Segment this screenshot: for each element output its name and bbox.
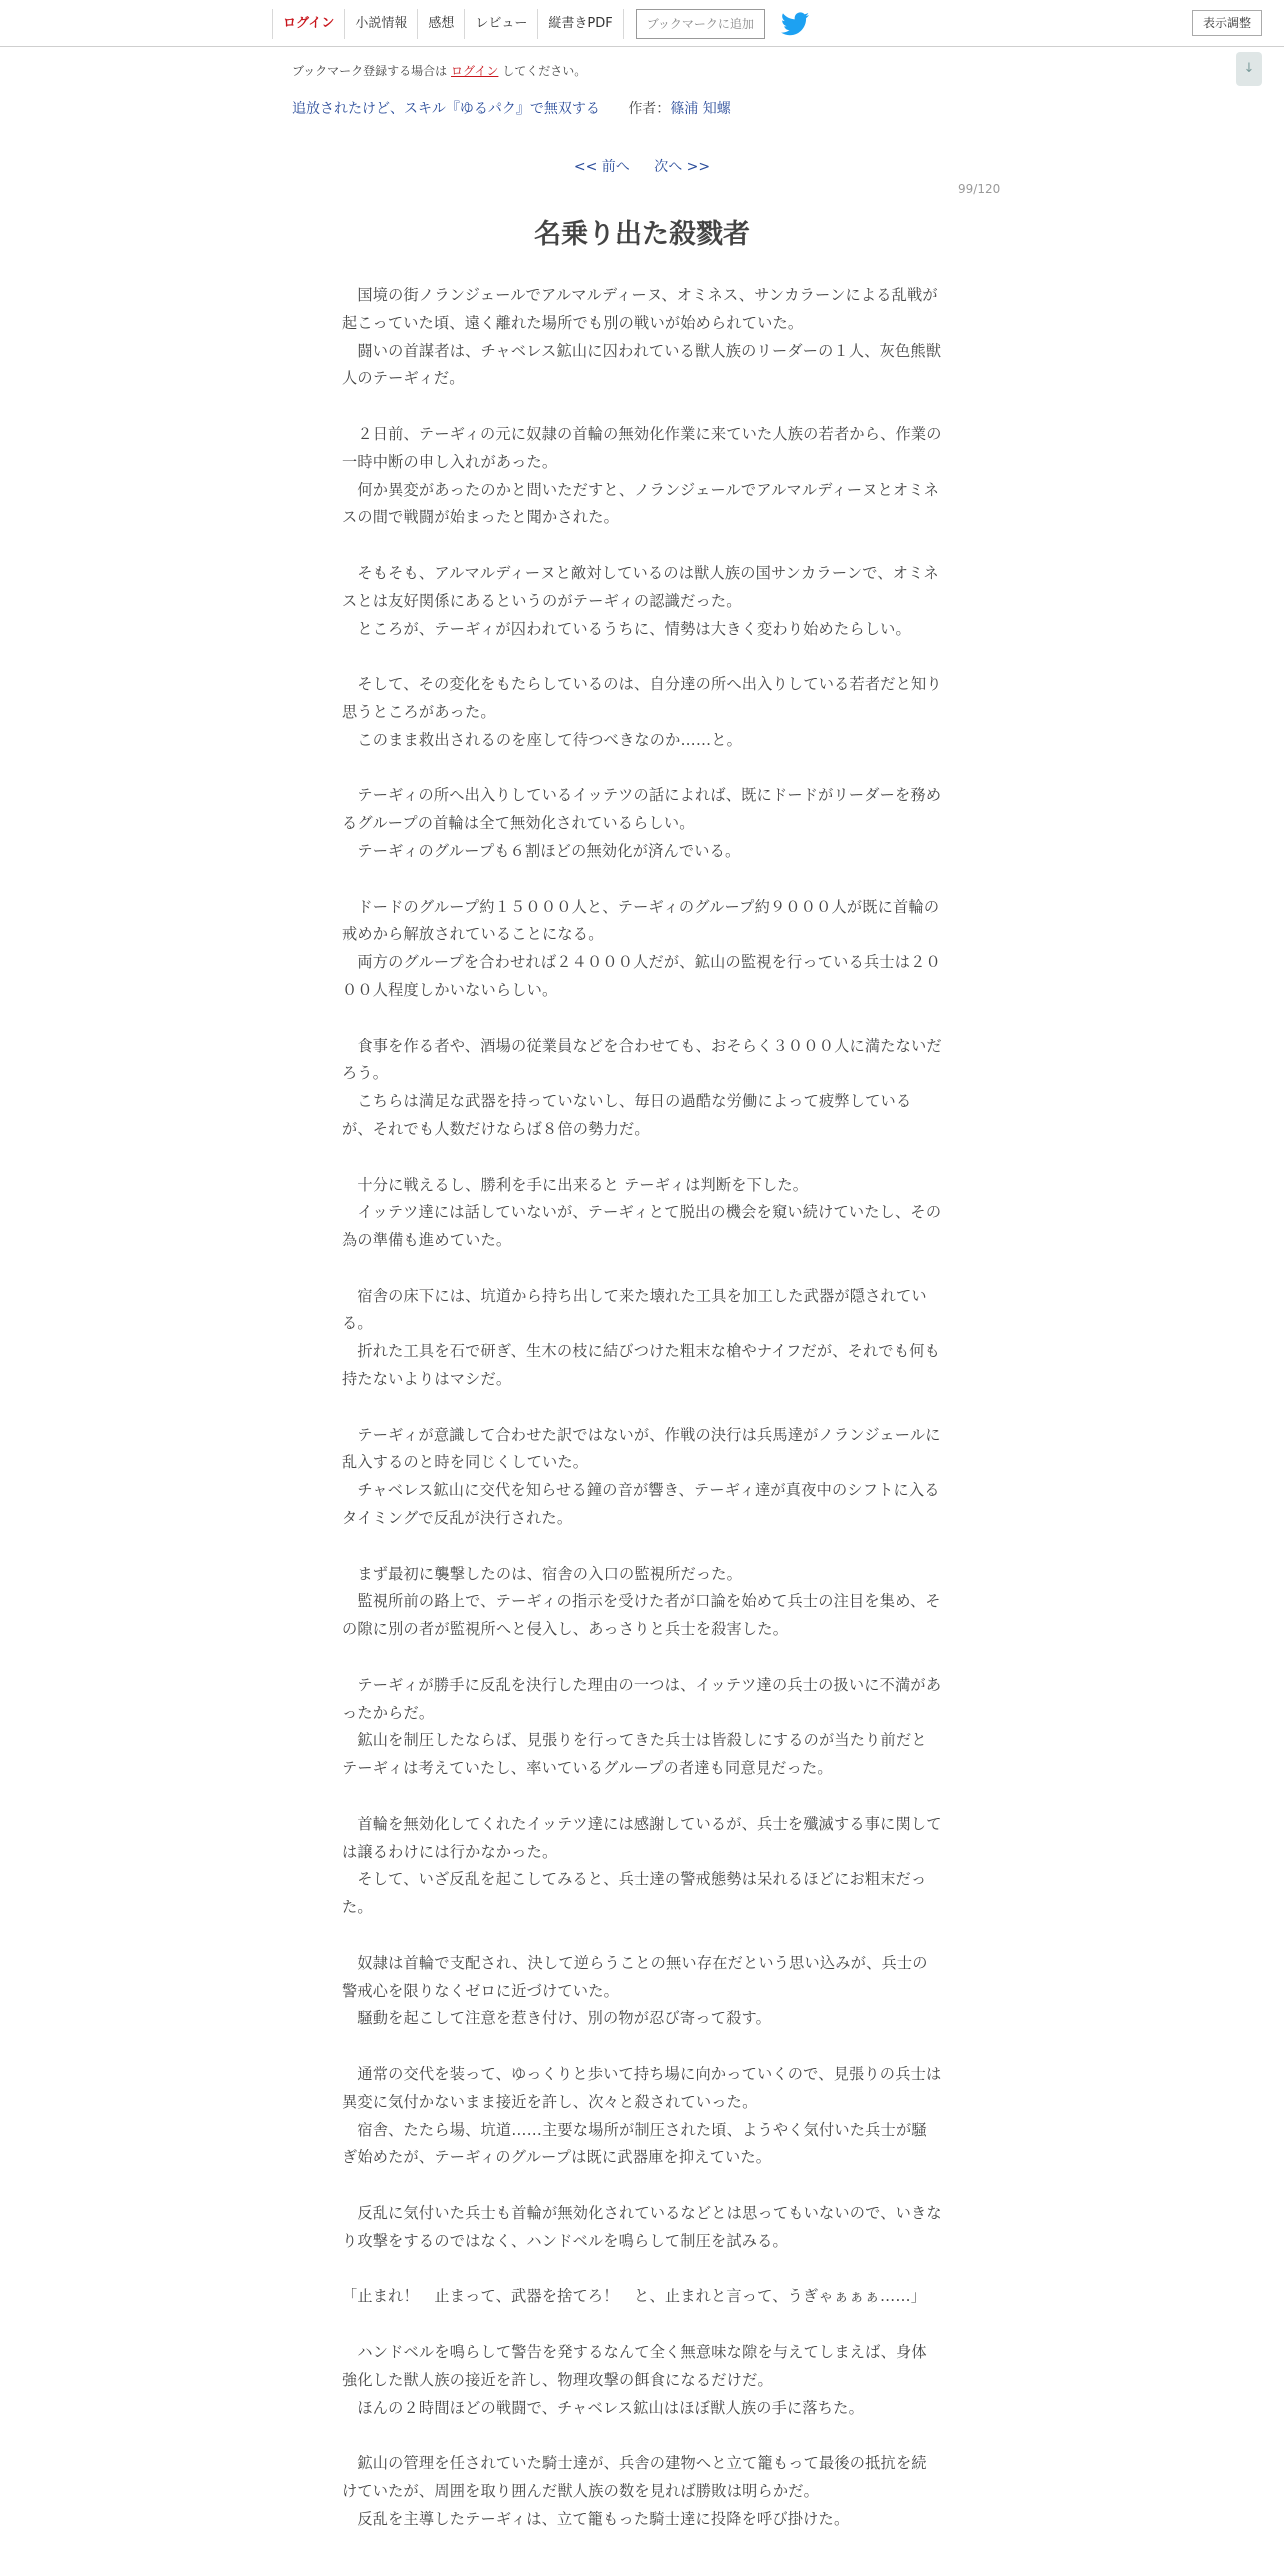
body-paragraph (342, 1644, 942, 1672)
body-paragraph (342, 2033, 942, 2061)
body-paragraph: チャベレス鉱山に交代を知らせる鐘の音が響き、テーギィ達が真夜中のシフトに入るタイミングで反乱が決行された。 (342, 1481, 940, 1528)
body-paragraph: 闘いの首謀者は、チャベレス鉱山に囚われている獣人族のリーダーの１人、灰色熊獣人のテーギィだ。 (342, 341, 942, 388)
body-paragraph (342, 1255, 942, 1283)
body-paragraph (342, 393, 942, 421)
bookmark-note (292, 62, 586, 79)
body-paragraph: テーギィのグループも６割ほどの無効化が済んでいる。 (342, 841, 741, 860)
body-paragraph: テーギィの所へ出入りしているイッテツの話によれば、既にドードがリーダーを務めるグループの首輪は全て無効化されているらしい。 (342, 786, 942, 833)
body-paragraph (342, 643, 942, 671)
body-paragraph: 監視所前の路上で、テーギィの指示を受けた者が口論を始めて兵士の注目を集め、その隙に別の者が監視所へと侵入し、あっさりと兵士を殺害した。 (342, 1592, 941, 1639)
top-nav (272, 8, 809, 40)
twitter-icon[interactable] (781, 12, 809, 36)
page-count: 99/120 (958, 182, 1001, 196)
body-paragraph: 十分に戦えるし、勝利を手に出来ると テーギィは判断を下した。 (342, 1175, 809, 1194)
novel-info-link[interactable]: 小説情報 (344, 9, 417, 39)
body-paragraph: 国境の街ノランジェールでアルマルディーヌ、オミネス、サンカラーンによる乱戦が起こっていた頃、遠く離れた場所でも別の戦いが始められていた。 (342, 286, 938, 332)
review-link[interactable]: レビュー (464, 9, 537, 39)
display-settings-button[interactable]: 表示調整 (1192, 10, 1262, 36)
body-paragraph: ２日前、テーギィの元に奴隷の首輪の無効化作業に来ていた人族の若者から、作業の一時中断の申し入れがあった。 (342, 424, 942, 471)
body-paragraph (342, 1783, 942, 1811)
prev-chapter-link[interactable]: << 前へ (573, 159, 630, 175)
add-bookmark-button[interactable]: ブックマークに追加 (636, 9, 765, 39)
chapter-pager (0, 156, 1284, 176)
body-paragraph (342, 866, 942, 894)
novel-meta (292, 98, 731, 118)
body-paragraph (342, 1005, 942, 1033)
body-paragraph: 何か異変があったのかと問いただすと、ノランジェールでアルマルディーヌとオミネスの間で戦闘が始まったと聞かされた。 (342, 480, 940, 527)
bookmark-note-suffix: してください。 (502, 64, 587, 78)
body-paragraph: 宿舎の床下には、坑道から持ち出して来た壊れた工具を加工した武器が隠されている。 (342, 1286, 927, 1333)
body-paragraph: 騒動を起こして注意を惹き付け、別の物が忍び寄って殺す。 (342, 2009, 772, 2028)
body-paragraph (342, 1533, 942, 1561)
body-paragraph: ところが、テーギィが囚われているうちに、情勢は大きく変わり始めたらしい。 (342, 619, 911, 638)
novel-title-link[interactable]: 追放されたけど、スキル『ゆるパク』で無双する (292, 101, 600, 117)
body-paragraph: 食事を作る者や、酒場の従業員などを合わせても、おそらく３０００人に満たないだろう。 (342, 1036, 942, 1083)
body-paragraph (342, 2172, 942, 2200)
body-paragraph: ドードのグループ約１５０００人と、テーギィのグループ約９０００人が既に首輪の戒めから解放されていることになる。 (342, 897, 940, 944)
body-paragraph: 首輪を無効化してくれたイッテツ達には感謝しているが、兵士を殲滅する事に関しては譲るわけには行かなかった。 (342, 1814, 942, 1861)
body-paragraph: テーギィが意識して合わせた訳ではないが、作戦の決行は兵馬達がノランジェールに乱入するのと時を同じくしていた。 (342, 1425, 941, 1472)
scroll-down-button[interactable]: ↓ (1236, 52, 1262, 86)
bookmark-note-login-link[interactable]: ログイン (451, 64, 499, 78)
next-chapter-link[interactable]: 次へ >> (654, 159, 711, 175)
body-paragraph: まず最初に襲撃したのは、宿舎の入口の監視所だった。 (342, 1564, 743, 1583)
body-paragraph: 「止まれ！ 止まって、武器を捨てろ！ と、止まれと言って、うぎゃぁぁぁ……」 (342, 2287, 927, 2306)
body-paragraph (342, 1394, 942, 1422)
body-paragraph: ハンドベルを鳴らして警告を発するなんて全く無意味な隙を与えてしまえば、身体強化した獣人族の接近を許し、物理攻撃の餌食になるだけだ。 (342, 2342, 927, 2389)
body-paragraph (342, 1144, 942, 1172)
body-paragraph: このまま救出されるのを座して待つべきなのか……と。 (342, 730, 743, 749)
header-bar (0, 0, 1284, 47)
body-paragraph: そして、その変化をもたらしているのは、自分達の所へ出入りしている若者だと知り思うところがあった。 (342, 675, 942, 721)
body-paragraph: そして、いざ反乱を起こしてみると、兵士達の警戒態勢は呆れるほどにお粗末だった。 (342, 1870, 927, 1917)
body-paragraph: こちらは満足な武器を持っていないし、毎日の過酷な労働によって疲弊しているが、それでも人数だけならば８倍の勢力だ。 (342, 1092, 912, 1138)
body-paragraph (342, 755, 942, 783)
body-paragraph: 両方のグループを合わせれば２４０００人だが、鉱山の監視を行っている兵士は２０００人程度しかいないらしい。 (342, 953, 941, 999)
body-paragraph: 奴隷は首輪で支配され、決して逆らうことの無い存在だという思い込みが、兵士の警戒心を限りなくゼロに近づけていた。 (342, 1953, 928, 2000)
body-paragraph: テーギィが勝手に反乱を決行した理由の一つは、イッテツ達の兵士の扱いに不満があったからだ。 (342, 1675, 942, 1722)
body-paragraph: 宿舎、たたら場、坑道……主要な場所が制圧された頃、ようやく気付いた兵士が騒ぎ始めたが、テーギィのグループは既に武器庫を抑えていた。 (342, 2120, 927, 2167)
body-paragraph: そもそも、アルマルディーヌと敵対しているのは獣人族の国サンカラーンで、オミネスとは友好関係にあるというのがテーギィの認識だった。 (342, 563, 939, 610)
body-paragraph (342, 2256, 942, 2284)
chapter-body (342, 282, 942, 2534)
chapter-title: 名乗り出た殺戮者 (534, 219, 750, 250)
body-paragraph (342, 532, 942, 560)
login-link[interactable]: ログイン (272, 9, 344, 39)
author-link[interactable]: 篠浦 知螺 (670, 101, 731, 117)
body-paragraph: 鉱山を制圧したならば、見張りを行ってきた兵士は皆殺しにするのが当たり前だとテーギィは考えていたし、率いているグループの者達も同意見だった。 (342, 1731, 927, 1778)
vertical-pdf-link[interactable]: 縦書きPDF (537, 9, 623, 39)
body-paragraph: 折れた工具を石で研ぎ、生木の枝に結びつけた粗末な槍やナイフだが、それでも何も持たないよりはマシだ。 (342, 1342, 940, 1389)
impressions-link[interactable]: 感想 (417, 9, 464, 39)
bookmark-note-prefix: ブックマーク登録する場合は (292, 64, 448, 78)
body-paragraph: イッテツ達には話していないが、テーギィとて脱出の機会を窺い続けていたし、その為の準備も進めていた。 (342, 1203, 942, 1250)
author-label: 作者： (628, 101, 671, 117)
body-paragraph (342, 2422, 942, 2450)
body-paragraph: 反乱を主導したテーギィは、立て籠もった騎士達に投降を呼び掛けた。 (342, 2509, 850, 2528)
body-paragraph: ほんの２時間ほどの戦闘で、チャベレス鉱山はほぼ獣人族の手に落ちた。 (342, 2398, 864, 2417)
body-paragraph (342, 2311, 942, 2339)
body-paragraph: 鉱山の管理を任されていた騎士達が、兵舎の建物へと立て籠もって最後の抵抗を続けていたが、周囲を取り囲んだ獣人族の数を見れば勝敗は明らかだ。 (342, 2454, 927, 2500)
body-paragraph: 通常の交代を装って、ゆっくりと歩いて持ち場に向かっていくので、見張りの兵士は異変に気付かないまま接近を許し、次々と殺されていった。 (342, 2065, 942, 2111)
body-paragraph: 反乱に気付いた兵士も首輪が無効化されているなどとは思ってもいないので、いきなり攻撃をするのではなく、ハンドベルを鳴らして制圧を試みる。 (342, 2203, 942, 2250)
body-paragraph (342, 1922, 942, 1950)
